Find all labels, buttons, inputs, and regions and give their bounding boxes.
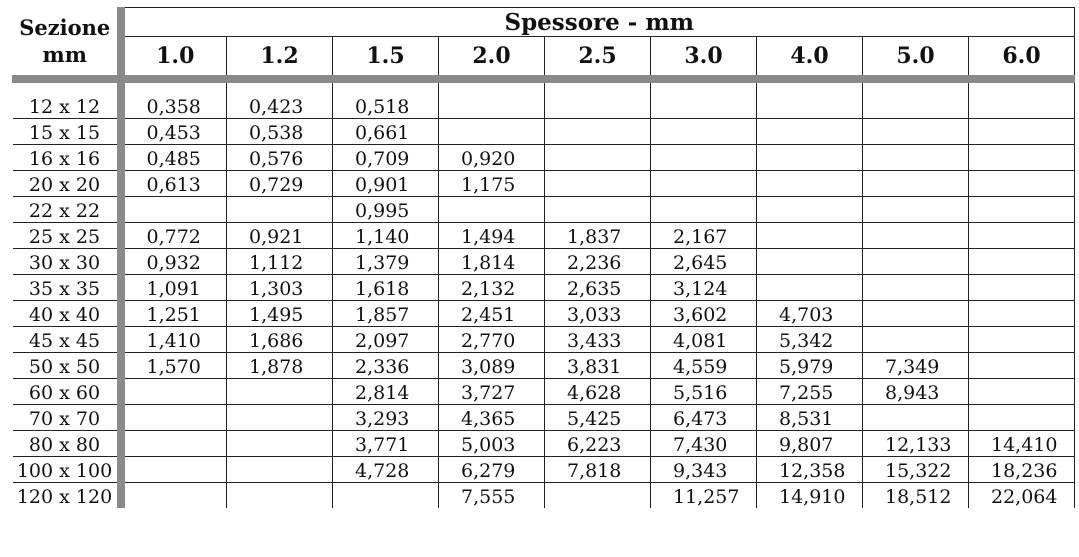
weight-cell: 3,771 [333,431,439,457]
weight-cell: 0,709 [333,145,439,171]
weight-cell [227,483,333,509]
weight-cell [121,431,227,457]
table-row [13,301,1075,327]
weight-cell: 1,410 [121,327,227,353]
weight-cell: 0,538 [227,119,333,145]
weight-cell [651,119,757,145]
weight-cell: 0,518 [333,93,439,119]
thickness-header-cell: 2.5 [545,37,651,80]
thickness-header-cell: 3.0 [651,37,757,80]
thickness-header-cell: 2.0 [439,37,545,80]
weight-table [12,7,1075,508]
weight-cell: 18,236 [969,457,1075,483]
weight-cell [227,197,333,223]
weight-cell: 12,133 [863,431,969,457]
table-row [13,93,1075,119]
sezione-header-line2: mm [42,42,87,68]
weight-cell [545,145,651,171]
table-row [13,431,1075,457]
weight-cell: 1,494 [439,223,545,249]
sezione-cell: 100 x 100 [13,457,121,483]
weight-cell: 2,167 [651,223,757,249]
weight-cell: 1,495 [227,301,333,327]
weight-cell [545,93,651,119]
weight-cell: 2,770 [439,327,545,353]
weight-cell: 1,570 [121,353,227,379]
weight-cell: 0,729 [227,171,333,197]
weight-cell [863,119,969,145]
weight-cell: 1,140 [333,223,439,249]
table-row [13,171,1075,197]
weight-cell [757,171,863,197]
weight-cell: 1,091 [121,275,227,301]
weight-cell [863,145,969,171]
weight-cell: 14,910 [757,483,863,509]
weight-cell: 1,857 [333,301,439,327]
table-row [13,197,1075,223]
weight-cell: 15,322 [863,457,969,483]
sezione-cell: 25 x 25 [13,223,121,249]
weight-cell: 0,453 [121,119,227,145]
weight-cell [863,171,969,197]
weight-cell [121,483,227,509]
weight-cell [757,275,863,301]
weight-cell [757,119,863,145]
weight-cell [863,197,969,223]
weight-cell: 0,423 [227,93,333,119]
table-row [13,223,1075,249]
thickness-header-cell: 6.0 [969,37,1075,80]
weight-cell [757,145,863,171]
weight-cell: 4,703 [757,301,863,327]
weight-cell [969,249,1075,275]
weight-cell: 1,837 [545,223,651,249]
table-row [13,379,1075,405]
table-row [13,405,1075,431]
weight-cell [863,249,969,275]
weight-cell: 5,516 [651,379,757,405]
weight-cell: 7,349 [863,353,969,379]
weight-cell: 6,473 [651,405,757,431]
weight-cell: 0,772 [121,223,227,249]
weight-cell [969,301,1075,327]
sezione-cell: 120 x 120 [13,483,121,509]
weight-cell: 3,089 [439,353,545,379]
weight-cell: 6,279 [439,457,545,483]
weight-cell: 3,433 [545,327,651,353]
table-row [13,119,1075,145]
sezione-cell: 45 x 45 [13,327,121,353]
weight-cell [121,197,227,223]
table-row [13,353,1075,379]
weight-cell [969,93,1075,119]
weight-cell: 1,618 [333,275,439,301]
weight-cell [651,145,757,171]
weight-table-container [12,7,1072,532]
weight-cell [651,171,757,197]
weight-cell: 5,342 [757,327,863,353]
weight-cell [545,483,651,509]
weight-cell: 0,661 [333,119,439,145]
weight-cell [969,197,1075,223]
weight-cell [863,301,969,327]
weight-cell [227,405,333,431]
weight-cell [969,171,1075,197]
table-row [13,145,1075,171]
sezione-cell: 70 x 70 [13,405,121,431]
weight-cell: 1,112 [227,249,333,275]
weight-cell: 1,175 [439,171,545,197]
weight-cell [863,275,969,301]
sezione-cell: 40 x 40 [13,301,121,327]
weight-cell: 4,628 [545,379,651,405]
weight-cell [969,379,1075,405]
weight-cell [121,405,227,431]
weight-cell: 2,451 [439,301,545,327]
sezione-cell: 12 x 12 [13,93,121,119]
weight-cell: 12,358 [757,457,863,483]
weight-cell: 1,814 [439,249,545,275]
weight-cell [545,197,651,223]
weight-cell: 1,878 [227,353,333,379]
weight-cell: 6,223 [545,431,651,457]
thickness-header-cell: 5.0 [863,37,969,80]
weight-cell [969,119,1075,145]
weight-cell [757,249,863,275]
weight-cell: 9,343 [651,457,757,483]
weight-cell [651,93,757,119]
table-row [13,483,1075,509]
weight-cell [651,197,757,223]
weight-cell: 0,358 [121,93,227,119]
weight-cell: 3,727 [439,379,545,405]
weight-cell: 11,257 [651,483,757,509]
weight-cell: 0,485 [121,145,227,171]
weight-cell: 3,293 [333,405,439,431]
header-spacer-row [13,79,1075,93]
weight-cell [863,405,969,431]
weight-cell: 3,602 [651,301,757,327]
weight-cell: 3,124 [651,275,757,301]
weight-cell: 4,559 [651,353,757,379]
thickness-header-cell: 4.0 [757,37,863,80]
sezione-cell: 80 x 80 [13,431,121,457]
weight-cell [969,223,1075,249]
weight-cell [757,197,863,223]
weight-cell: 2,814 [333,379,439,405]
table-row [13,275,1075,301]
weight-cell: 0,576 [227,145,333,171]
sezione-cell: 15 x 15 [13,119,121,145]
weight-cell [969,275,1075,301]
weight-cell [439,197,545,223]
weight-cell: 8,943 [863,379,969,405]
weight-cell: 4,081 [651,327,757,353]
weight-cell: 0,995 [333,197,439,223]
weight-cell: 3,831 [545,353,651,379]
weight-cell: 4,728 [333,457,439,483]
weight-cell: 4,365 [439,405,545,431]
weight-cell [227,431,333,457]
weight-cell [969,327,1075,353]
weight-cell [545,119,651,145]
thickness-header-row [13,37,1075,80]
weight-cell [863,93,969,119]
weight-cell: 18,512 [863,483,969,509]
sezione-cell: 50 x 50 [13,353,121,379]
weight-cell [121,379,227,405]
weight-cell [545,171,651,197]
weight-cell [227,379,333,405]
weight-cell [757,93,863,119]
sezione-cell: 22 x 22 [13,197,121,223]
weight-cell [969,353,1075,379]
weight-cell: 1,303 [227,275,333,301]
weight-cell: 5,425 [545,405,651,431]
weight-cell [969,145,1075,171]
sezione-cell: 35 x 35 [13,275,121,301]
weight-cell [969,405,1075,431]
weight-cell: 7,818 [545,457,651,483]
weight-cell: 22,064 [969,483,1075,509]
weight-cell: 1,251 [121,301,227,327]
weight-cell: 2,635 [545,275,651,301]
weight-cell: 2,132 [439,275,545,301]
weight-cell: 7,255 [757,379,863,405]
weight-cell [757,223,863,249]
table-row [13,327,1075,353]
table-row [13,249,1075,275]
weight-cell: 14,410 [969,431,1075,457]
sezione-cell: 60 x 60 [13,379,121,405]
thickness-header-cell: 1.0 [121,37,227,80]
weight-cell: 5,003 [439,431,545,457]
weight-cell: 0,921 [227,223,333,249]
weight-cell: 5,979 [757,353,863,379]
weight-cell [121,457,227,483]
weight-cell: 0,920 [439,145,545,171]
table-body [13,93,1075,508]
weight-cell: 7,430 [651,431,757,457]
weight-cell: 9,807 [757,431,863,457]
weight-cell [439,93,545,119]
weight-cell: 0,613 [121,171,227,197]
sezione-cell: 16 x 16 [13,145,121,171]
weight-cell [439,119,545,145]
weight-cell: 1,686 [227,327,333,353]
weight-cell: 3,033 [545,301,651,327]
weight-cell: 2,097 [333,327,439,353]
weight-cell [333,483,439,509]
weight-cell [863,327,969,353]
weight-cell: 0,901 [333,171,439,197]
table-row [13,457,1075,483]
thickness-header-cell: 1.5 [333,37,439,80]
sezione-cell: 20 x 20 [13,171,121,197]
weight-cell: 8,531 [757,405,863,431]
spessore-header: Spessore - mm [121,8,1075,37]
sezione-header [13,8,121,80]
sezione-header-line1: Sezione [19,15,111,41]
weight-cell: 2,236 [545,249,651,275]
weight-cell: 7,555 [439,483,545,509]
weight-cell [863,223,969,249]
weight-cell: 2,336 [333,353,439,379]
weight-cell: 1,379 [333,249,439,275]
weight-cell [227,457,333,483]
sezione-cell: 30 x 30 [13,249,121,275]
weight-cell: 2,645 [651,249,757,275]
thickness-header-cell: 1.2 [227,37,333,80]
weight-cell: 0,932 [121,249,227,275]
